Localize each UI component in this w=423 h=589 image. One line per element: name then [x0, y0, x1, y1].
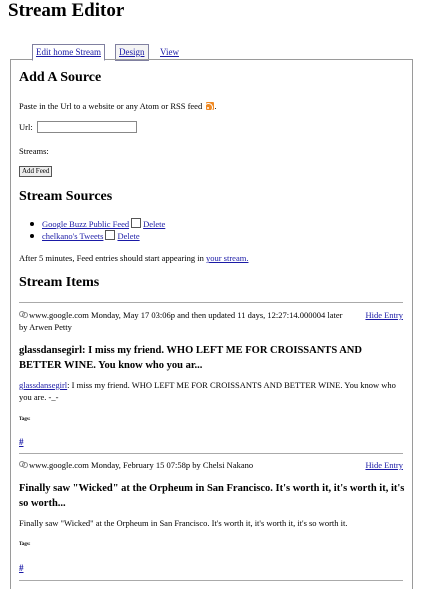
bullet-icon [30, 234, 34, 238]
stream-sources-note [19, 252, 248, 264]
source-checkbox[interactable] [105, 230, 115, 240]
entry-meta [19, 309, 349, 333]
stream-sources-list [30, 218, 165, 242]
streams-label: Streams: [19, 146, 49, 156]
entry-divider [19, 580, 403, 581]
entry-title: Finally saw "Wicked" at the Orpheum in San Francisco. It's worth it, it's worth it, it's so worth... [19, 483, 405, 509]
tab-view[interactable]: View [160, 47, 179, 57]
add-feed-button[interactable]: Add Feed [19, 166, 52, 177]
url-input[interactable] [37, 121, 137, 133]
entry-divider [19, 453, 403, 454]
tab-design[interactable]: Design [115, 44, 149, 61]
entry-permalink[interactable]: # [19, 563, 24, 573]
rss-feed-icon [206, 102, 214, 110]
url-label: Url: [19, 122, 33, 132]
list-item [30, 230, 165, 242]
link-icon [19, 311, 27, 317]
entry-author-link[interactable]: glassdansegirl [19, 380, 68, 390]
entry-permalink[interactable]: # [19, 437, 24, 447]
list-item [30, 218, 165, 230]
entry-meta-text: www.google.com Monday, May 17 03:06p and then updated 11 days, 12:27:14.000004 later by Arwen Petty [19, 310, 343, 332]
entry-title: glassdansegirl: I miss my friend. WHO LEFT ME FOR CROISSANTS AND BETTER WINE. You know who you ar... [19, 345, 362, 371]
source-checkbox[interactable] [131, 218, 141, 228]
stream-sources-heading: Stream Sources [19, 189, 113, 204]
entry-body [19, 379, 403, 403]
tab-edit-home-stream[interactable]: Edit home Stream [32, 44, 105, 61]
add-source-heading: Add A Source [19, 70, 102, 85]
page-title: Stream Editor [8, 0, 125, 21]
stream-items-heading: Stream Items [19, 275, 100, 290]
entry-body-text: : I miss my friend. WHO LEFT ME FOR CROISSANTS AND BETTER WINE. You know who you are. -_- [19, 380, 396, 402]
entry-body [19, 517, 403, 529]
entry-divider [19, 302, 403, 303]
delete-source-link[interactable]: Delete [117, 231, 140, 241]
tags-label: Tags: [19, 542, 31, 547]
note-text: After 5 minutes, Feed entries should start appearing in [19, 253, 206, 263]
entry-meta-text: www.google.com Monday, February 15 07:58p by Chelsi Nakano [29, 460, 254, 470]
delete-source-link[interactable]: Delete [143, 219, 166, 229]
your-stream-link[interactable]: your stream. [205, 253, 249, 263]
entry-body-text: Finally saw "Wicked" at the Orpheum in San Francisco. It's worth it, it's worth it, it's so worth it. [19, 518, 348, 528]
add-source-instructions: Paste in the Url to a website or any Atom or RSS feed . [19, 101, 217, 111]
source-link[interactable]: chelkano's Tweets [42, 231, 104, 241]
source-link[interactable]: Google Buzz Public Feed [42, 219, 130, 229]
link-icon [19, 461, 27, 467]
tags-label: Tags: [19, 417, 31, 422]
entry-meta [19, 459, 349, 471]
bullet-icon [30, 222, 34, 226]
instructions-text: Paste in the Url to a website or any Atom or RSS feed [19, 101, 203, 111]
hide-entry-link[interactable]: Hide Entry [365, 310, 403, 320]
hide-entry-link[interactable]: Hide Entry [365, 460, 403, 470]
